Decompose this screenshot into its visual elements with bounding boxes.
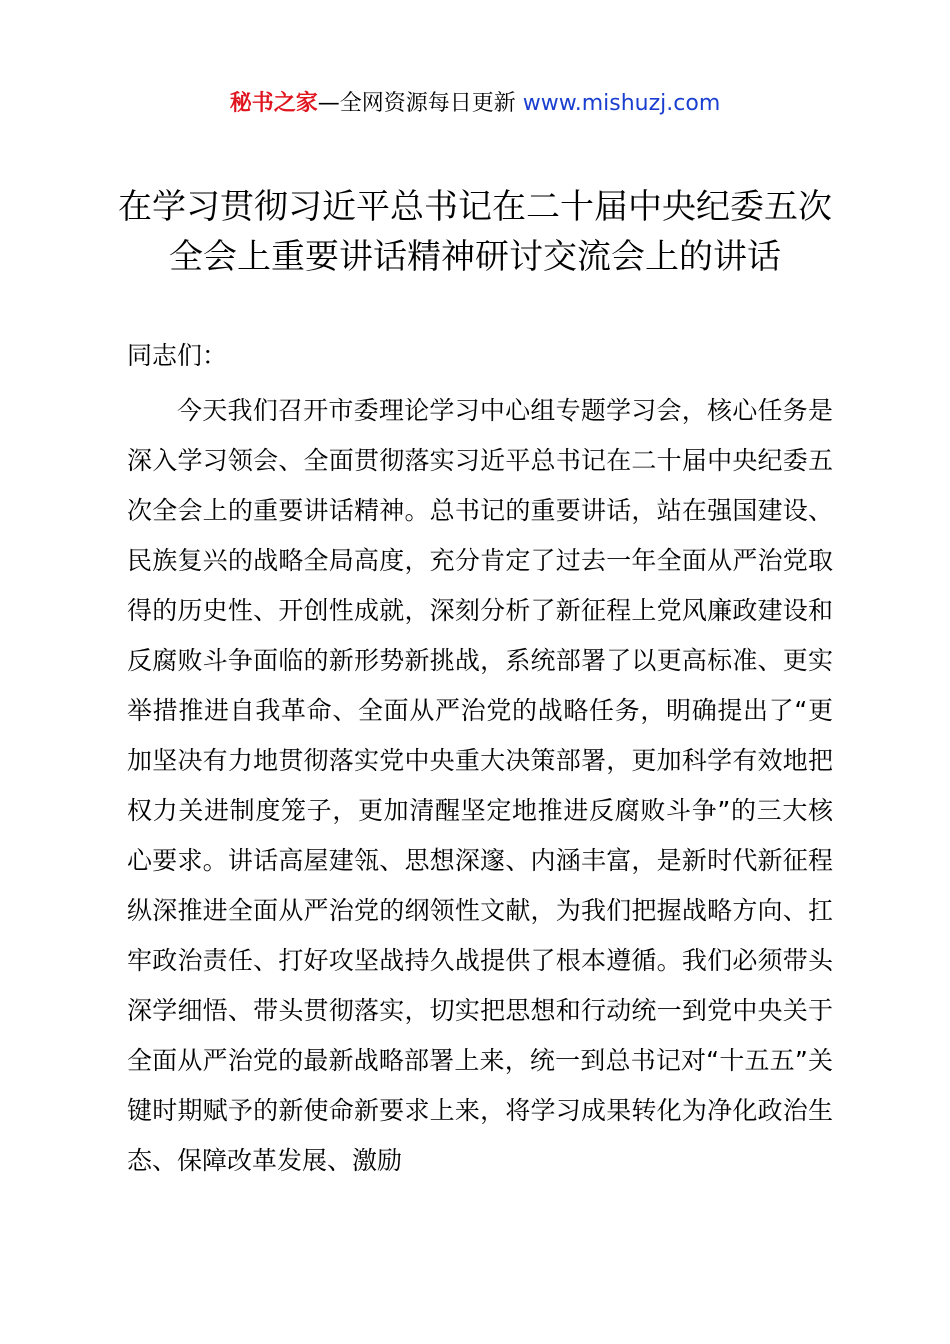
site-url[interactable]: www.mishuzj.com bbox=[522, 91, 721, 116]
brand-name: 秘书之家 bbox=[229, 91, 318, 116]
header-tagline: —全网资源每日更新 bbox=[317, 91, 523, 116]
site-header bbox=[0, 86, 950, 122]
body-paragraph: 今天我们召开市委理论学习中心组专题学习会，核心任务是深入学习领会、全面贯彻落实习近平总书记在二十届中央纪委五次全会上的重要讲话精神。总书记的重要讲话，站在强国建设、民族复兴的战略全局高度，充分肯定了过去一年全面从严治党取得的历史性、开创性成就，深刻分析了新征程上党风廉政建设和反腐败斗争面临的新形势新挑战，系统部署了以更高标准、更实举措推进自我革命、全面从严治党的战略任务，明确提出了“更加坚决有力地贯彻落实党中央重大决策部署，更加科学有效地把权力关进制度笼子，更加清醒坚定地推进反腐败斗争”的三大核心要求。讲话高屋建瓴、思想深邃、内涵丰富，是新时代新征程纵深推进全面从严治党的纲领性文献，为我们把握战略方向、扛牢政治责任、打好攻坚战持久战提供了根本遵循。我们必须带头深学细悟、带头贯彻落实，切实把思想和行动统一到党中央关于全面从严治党的最新战略部署上来，统一到总书记对“十五五”关键时期赋予的新使命新要求上来，将学习成果转化为净化政治生态、保障改革发展、激励 bbox=[127, 396, 833, 1175]
salutation: 同志们： bbox=[127, 341, 228, 370]
document-title: 在学习贯彻习近平总书记在二十届中央纪委五次全会上重要讲话精神研讨交流会上的讲话 bbox=[118, 187, 832, 277]
